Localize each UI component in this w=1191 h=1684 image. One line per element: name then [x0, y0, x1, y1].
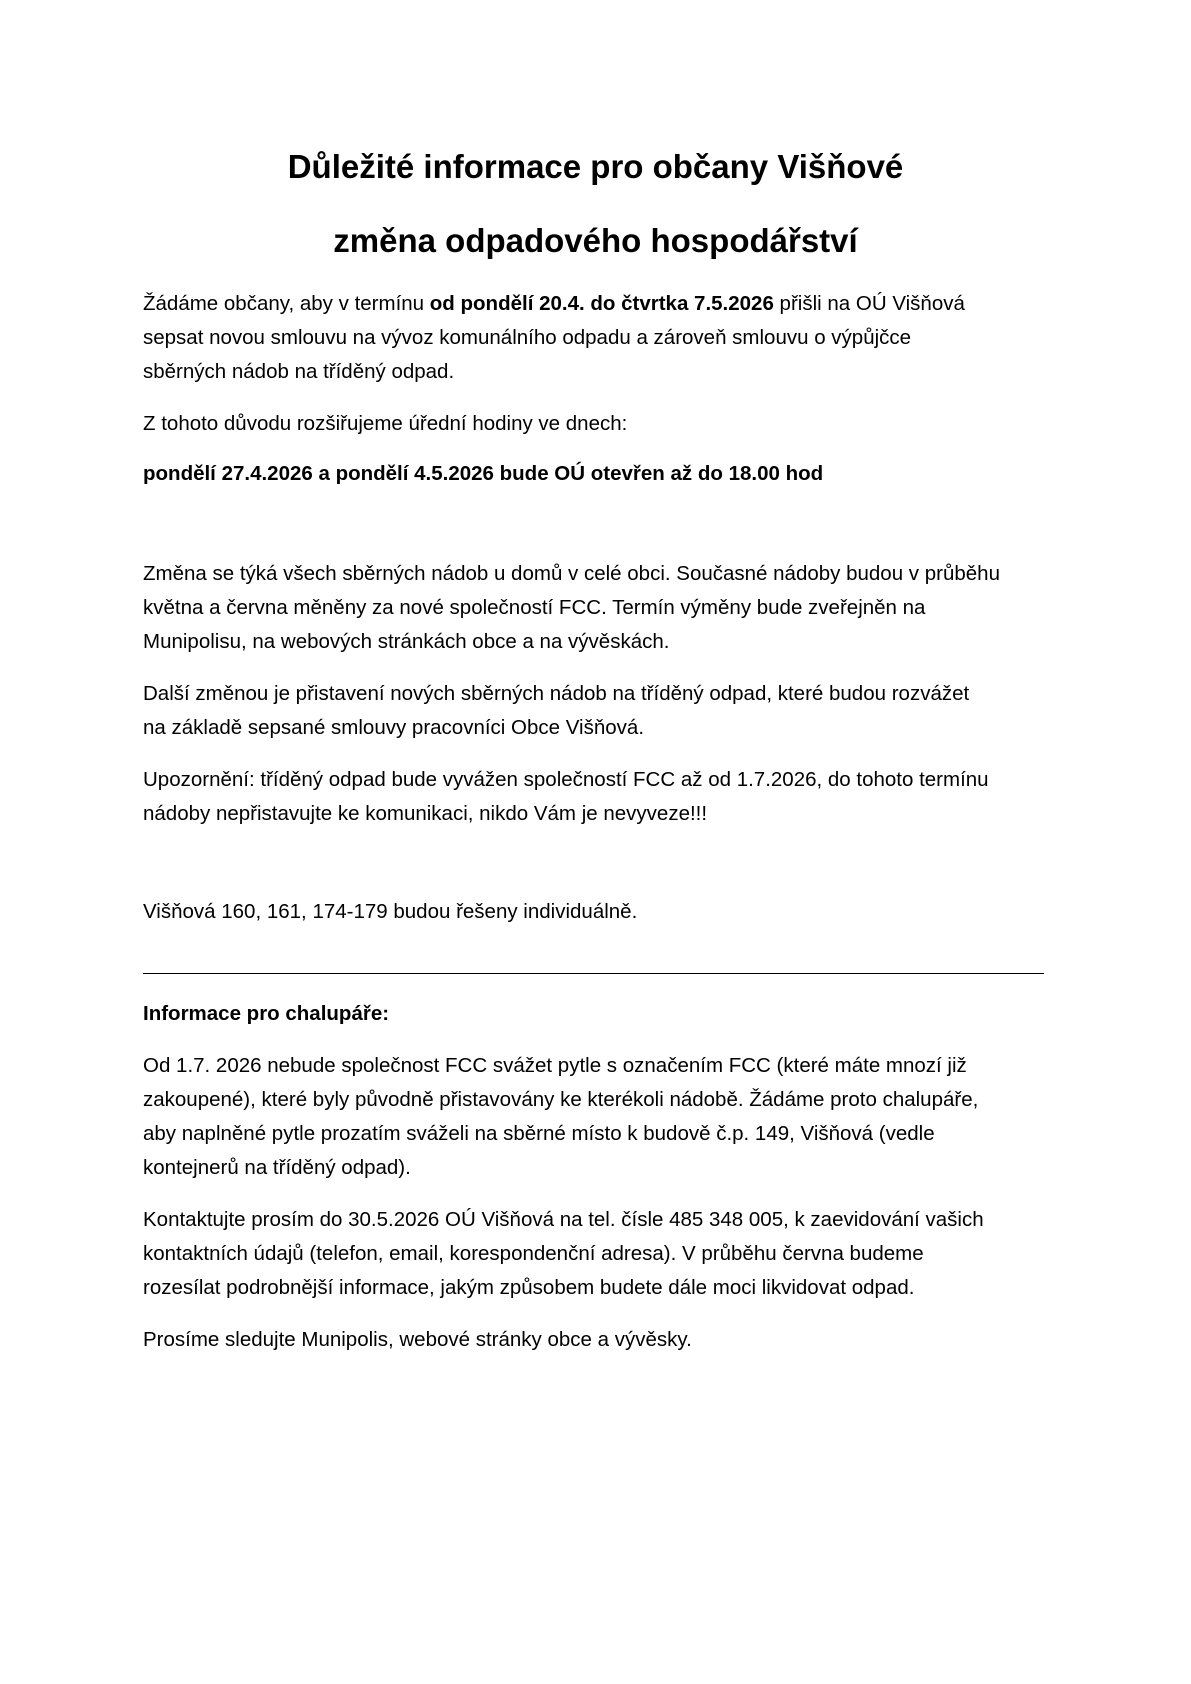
paragraph-line: aby naplněné pytle prozatím sváželi na sběrné místo k budově č.p. 149, Višňová (vedle [143, 1122, 935, 1145]
text: Žádáme občany, aby v termínu [143, 292, 430, 315]
paragraph-office-hours-intro: Z tohoto důvodu rozšiřujeme úřední hodiny ve dnech: [143, 412, 628, 435]
document-subtitle: změna odpadového hospodářství [333, 222, 858, 259]
paragraph-line: na základě sepsané smlouvy pracovníci Obce Višňová. [143, 716, 645, 739]
date-range-bold: od pondělí 20.4. do čtvrtka 7.5.2026 [429, 292, 774, 315]
paragraph-line: rozesílat podrobnější informace, jakým způsobem budete dále moci likvidovat odpad. [143, 1276, 915, 1299]
paragraph-line [143, 292, 965, 316]
paragraph-line: Od 1.7. 2026 nebude společnost FCC svážet pytle s označením FCC (které máte mnozí již [143, 1054, 967, 1077]
paragraph-line: Změna se týká všech sběrných nádob u domů v celé obci. Současné nádoby budou v průběhu [143, 562, 1000, 585]
paragraph-line: nádoby nepřistavujte ke komunikaci, nikdo Vám je nevyveze!!! [143, 802, 708, 825]
paragraph-line: Kontaktujte prosím do 30.5.2026 OÚ Višňová na tel. čísle 485 348 005, k zaevidování vašich [143, 1208, 984, 1231]
paragraph-line: kontejnerů na tříděný odpad). [143, 1156, 411, 1179]
paragraph-line: května a června měněny za nové společností FCC. Termín výměny bude zveřejněn na [143, 596, 926, 619]
paragraph-line: Upozornění: tříděný odpad bude vyvážen společností FCC až od 1.7.2026, do tohoto termínu [143, 768, 989, 791]
paragraph-line: sepsat novou smlouvu na vývoz komunálního odpadu a zároveň smlouvu o výpůjčce [143, 326, 912, 349]
paragraph-follow: Prosíme sledujte Munipolis, webové stránky obce a vývěsky. [143, 1328, 692, 1351]
paragraph-line: sběrných nádob na tříděný odpad. [143, 360, 455, 383]
paragraph-line: kontaktních údajů (telefon, email, korespondenční adresa). V průběhu června budeme [143, 1242, 924, 1265]
text: přišli na OÚ Višňová [773, 292, 965, 315]
document-title: Důležité informace pro občany Višňové [287, 148, 904, 185]
divider-line [143, 973, 1044, 974]
paragraph-individual: Višňová 160, 161, 174-179 budou řešeny individuálně. [143, 900, 638, 923]
paragraph-line: Munipolisu, na webových stránkách obce a na vývěskách. [143, 630, 670, 653]
paragraph-line: Další změnou je přistavení nových sběrných nádob na tříděný odpad, které budou rozvážet [143, 682, 970, 705]
paragraph-line: zakoupené), které byly původně přistavovány ke kterékoli nádobě. Žádáme proto chalupáře, [143, 1088, 979, 1111]
section-heading: Informace pro chalupáře: [143, 1002, 390, 1025]
paragraph-office-hours-bold: pondělí 27.4.2026 a pondělí 4.5.2026 bude OÚ otevřen až do 18.00 hod [143, 462, 824, 485]
